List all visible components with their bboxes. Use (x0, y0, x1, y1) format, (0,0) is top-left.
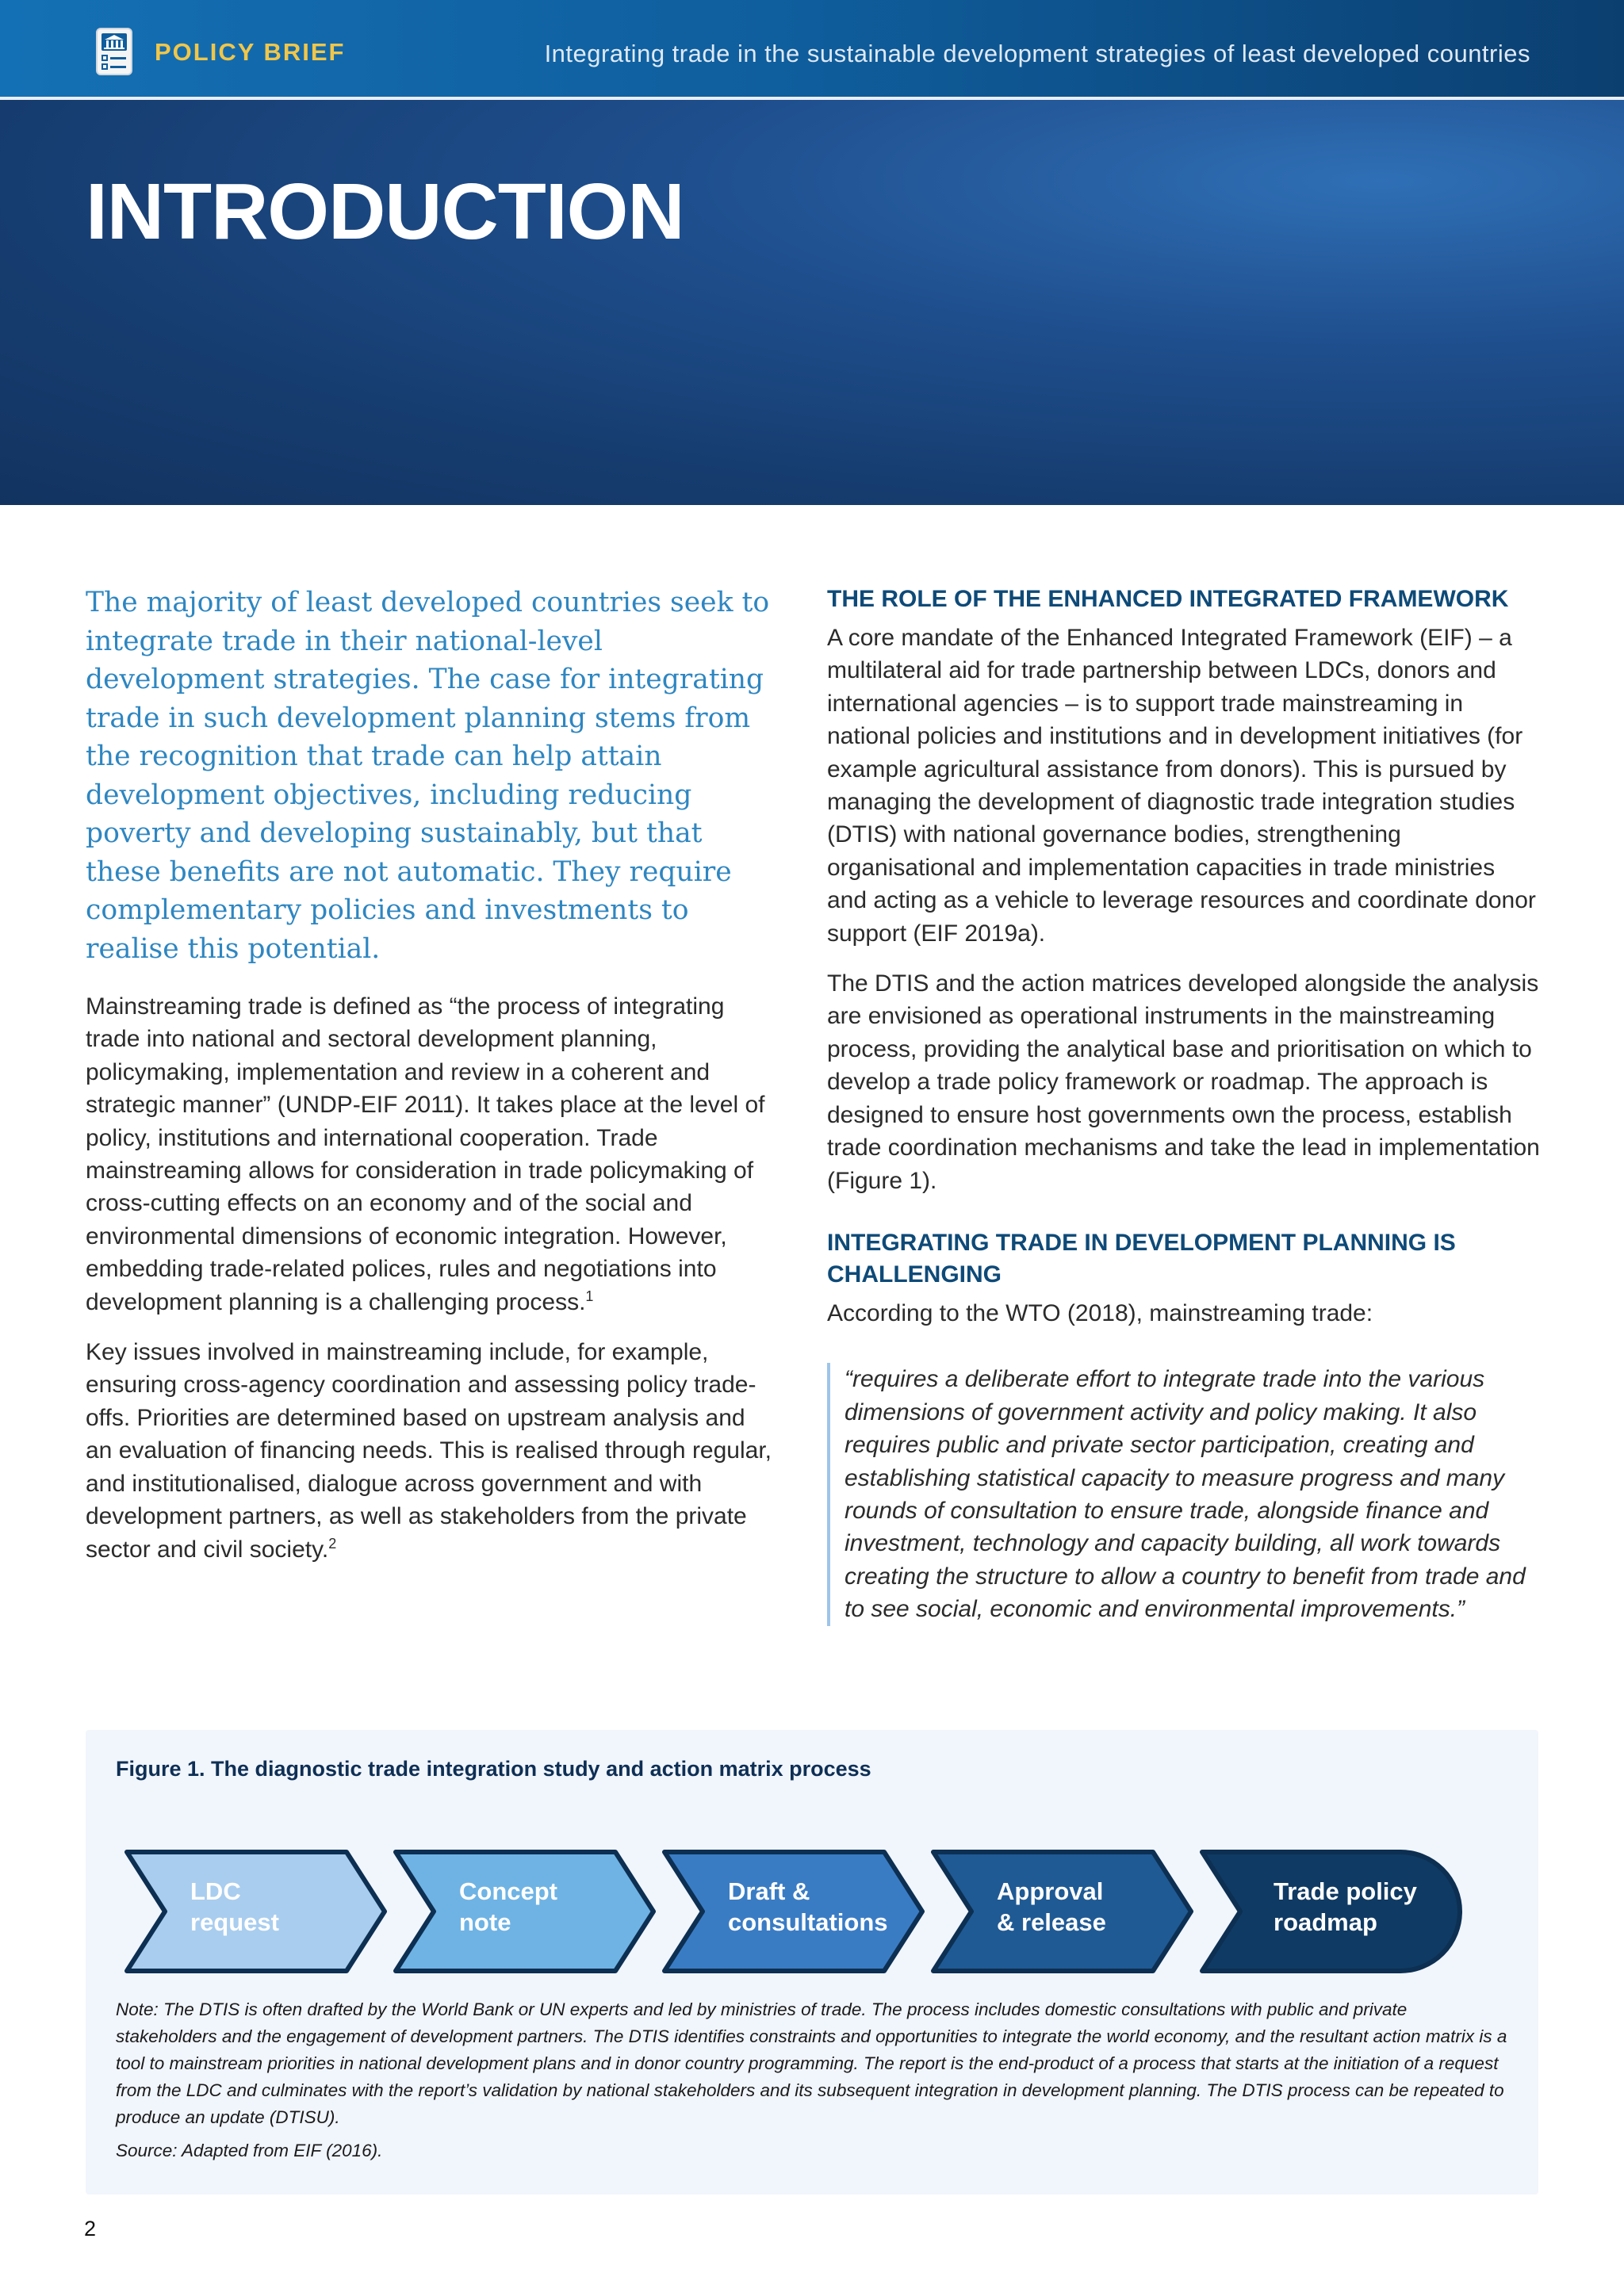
brand-label: POLICY BRIEF (155, 38, 346, 66)
figure-source: Source: Adapted from EIF (2016). (116, 2141, 383, 2160)
figure-note: Note: The DTIS is often drafted by the World Bank or UN experts and led by ministries of trade. The process includes domestic consultations with public and private stakeholders and the engagement of development partners. The DTIS identifies constraints and opportunities to integrate the world economy, and the resultant action matrix is a tool to mainstream priorities in national development plans and in donor country programming. The report is the end-product of a process that starts at the initiation of a request from the LDC and culminates with the report’s validation by national stakeholders and its subsequent integration in development planning. The DTIS process can be repeated to produce an update (DTISU). (116, 1999, 1507, 2127)
block-quote: “requires a deliberate effort to integrate trade into the various dimensions of government activity and policy making. It also requires public and private sector participation, creating and establishing statistical capacity to measure progress and many rounds of consultation to ensure trade, alongside finance and investment, technology and capacity building, all work towards creating the structure to allow a country to benefit from trade and to see social, economic and environmental improvements.” (827, 1363, 1541, 1625)
process-step-concept-note (396, 1852, 653, 1971)
paragraph-text: Key issues involved in mainstreaming include, for example, ensuring cross-agency coordination and assessing policy trade-offs. Priorities are determined based on upstream analysis and an evaluation of financing needs. This is realised through regular, and institutionalised, dialogue across government and with development partners, as well as stakeholders from the private sector and civil society. (86, 1339, 772, 1563)
body-paragraph: The DTIS and the action matrices developed alongside the analysis are envisioned as operational instruments in the mainstreaming process, providing the analytical base and prioritisation on which to develop a trade policy framework or roadmap. The approach is designed to ensure host governments own the process, establish trade coordination mechanisms and take the lead in implementation (Figure 1). (827, 970, 1540, 1194)
body-paragraph: According to the WTO (2018), mainstreaming trade: (827, 1299, 1373, 1326)
step-label: note (459, 1908, 511, 1936)
section-heading-eif: THE ROLE OF THE ENHANCED INTEGRATED FRAMEWORK (827, 586, 1509, 612)
figure-title: Figure 1. The diagnostic trade integration study and action matrix process (116, 1757, 871, 1781)
hero-banner (0, 100, 1624, 505)
step-label: Approval (997, 1877, 1104, 1905)
step-label: request (190, 1908, 279, 1936)
header-bar (0, 0, 1624, 100)
step-label: LDC (190, 1877, 241, 1905)
step-label: Draft & (728, 1877, 810, 1905)
policy-document-icon (95, 27, 133, 76)
right-column (827, 584, 1541, 1626)
chevron-shape (396, 1852, 653, 1971)
left-column (86, 584, 776, 1583)
body-paragraph (86, 990, 776, 1318)
body-paragraph: A core mandate of the Enhanced Integrated Framework (EIF) – a multilateral aid for trade partnership between LDCs, donors and international agencies – is to support trade mainstreaming in national policies and institutions and in development initiatives (for example agricultural assistance from donors). This is pursued by managing the development of diagnostic trade integration studies (DTIS) with national governance bodies, strengthening organisational and implementation capacities in trade ministries and acting as a vehicle to leverage resources and coordinate donor support (EIF 2019a). (827, 625, 1536, 947)
process-step-trade-policy-roadmap (1202, 1852, 1460, 1971)
lead-paragraph: The majority of least developed countries seek to integrate trade in their national-level development strategies. The case for integrating trade in such development planning stems from the recognition that trade can help attain development objectives, including reducing poverty and developing sustainably, but that these benefits are not automatic. They require complementary policies and investments to realise this potential. (86, 587, 770, 965)
footnote-ref[interactable]: 2 (328, 1535, 337, 1552)
process-flow-diagram (86, 1825, 1538, 1976)
step-label: roadmap (1274, 1908, 1377, 1936)
step-label: Concept (459, 1877, 557, 1905)
page-title: INTRODUCTION (86, 167, 684, 256)
section-heading-challenging: INTEGRATING TRADE IN DEVELOPMENT PLANNING IS CHALLENGING (827, 1229, 1456, 1288)
footnote-ref[interactable]: 1 (585, 1288, 594, 1304)
body-paragraph (86, 1336, 776, 1566)
process-step-approval-release (933, 1852, 1191, 1971)
step-label: & release (997, 1908, 1106, 1936)
step-label: Trade policy (1274, 1877, 1417, 1905)
process-step-draft-consultations (665, 1852, 922, 1971)
page-number: 2 (84, 2217, 97, 2241)
step-label: consultations (728, 1908, 888, 1936)
process-step-ldc-request (127, 1852, 385, 1971)
paragraph-text: Mainstreaming trade is defined as “the process of integrating trade into national and sectoral development planning, policymaking, implementation and review in a coherent and strategic manner” (UNDP-EIF 2011). It takes place at the level of policy, institutions and international cooperation. Trade mainstreaming allows for consideration in trade policymaking of cross-cutting effects on an economy and of the social and environmental dimensions of economic integration. However, embedding trade-related polices, rules and negotiations into development planning is a challenging process. (86, 993, 765, 1315)
figure-box (86, 1730, 1538, 2195)
document-title: Integrating trade in the sustainable development strategies of least developed countries (544, 40, 1530, 67)
